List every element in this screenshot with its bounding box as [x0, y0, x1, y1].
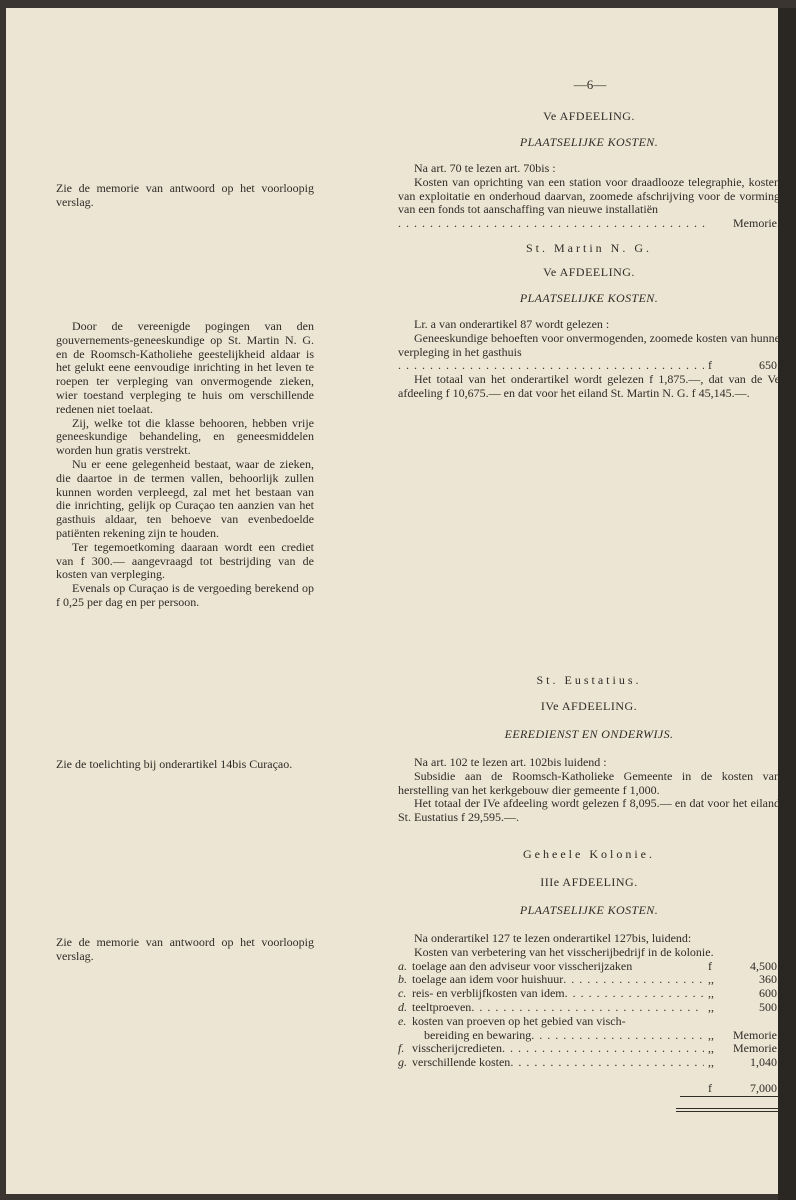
item-currency: ,,	[708, 1041, 714, 1056]
sum-rule	[680, 1096, 780, 1097]
item-letter: e.	[398, 1013, 407, 1028]
note-paragraph: Nu er eene gelegenheid bestaat, waar de zieken, die daartoe in de termen vallen, behoorlijk zullen kunnen worden verpleegd, zal met het bestaan van die inrichting, gelijk op Curaçao ten aanzien van het gasthuis aldaar, ten behoeve van evenbedoelde patiënten rekening zijn te houden.	[56, 456, 314, 540]
note-text: Zie de memorie van antwoord op het voorloopig verslag.	[56, 181, 314, 209]
section4-afdeeling: IIIe AFDEELING.	[540, 875, 638, 889]
leader-dots	[563, 973, 704, 987]
section2-subtitle: PLAATSELIJKE KOSTEN.	[519, 291, 659, 305]
note-paragraph: Evenals op Curaçao is de vergoeding berekend op f 0,25 per dag en per persoon.	[56, 581, 314, 609]
section2-amount-row	[398, 359, 780, 373]
section4-intro: Na onderartikel 127 te lezen onderartikel 127bis, luidend:	[414, 931, 692, 945]
item-currency: ,,	[708, 972, 714, 987]
total-rule-1	[676, 1108, 780, 1109]
section2-island: St. Martin N. G.	[526, 241, 652, 255]
page-edge	[778, 8, 796, 1200]
left-note-4	[56, 936, 314, 964]
item-label: bereiding en bewaring	[424, 1027, 532, 1042]
item-row	[398, 1042, 780, 1056]
section3-body	[398, 756, 780, 825]
section1-intro: Na art. 70 te lezen art. 70bis :	[414, 161, 556, 175]
section4-body	[398, 932, 780, 1096]
item-amount: 1,040.	[750, 1055, 780, 1070]
item-currency: f	[708, 958, 712, 973]
item-letter: b.	[398, 972, 407, 987]
leader-dots	[471, 1001, 704, 1015]
section1-amount-row	[398, 217, 780, 231]
leader-dots	[398, 359, 704, 373]
item-label: visscherijcredieten	[412, 1041, 502, 1056]
section2-intro: Lr. a van onderartikel 87 wordt gelezen :	[414, 317, 610, 331]
section2-body	[398, 318, 780, 401]
section4-subtitle: PLAATSELIJKE KOSTEN.	[519, 903, 659, 917]
left-note-3	[56, 758, 308, 772]
section3-afdeeling: IVe AFDEELING.	[540, 699, 638, 713]
section3-island: St. Eustatius.	[536, 673, 642, 687]
item-amount: Memorie.	[733, 1027, 780, 1042]
item-row	[398, 1056, 780, 1070]
section3-subtitle: EEREDIENST EN ONDERWIJS.	[504, 727, 674, 741]
item-amount: 360.	[759, 972, 780, 987]
item-amount: 500.	[759, 999, 780, 1014]
section2-amount: 650.	[759, 358, 780, 373]
item-amount: Memorie.	[733, 1041, 780, 1056]
section4-island: Geheele Kolonie.	[523, 847, 655, 861]
leader-dots	[531, 1029, 704, 1043]
leader-dots	[565, 987, 704, 1001]
note-paragraph: Ter tegemoetkoming daaraan wordt een crediet van f 300.— aangevraagd tot bestrijding van de kosten van verpleging.	[56, 539, 314, 582]
section3-text: Subsidie aan de Roomsch-Katholieke Gemeente in de kosten van herstelling van het kerkgebouw dier gemeente f 1,000.	[398, 768, 780, 797]
page-number: —6—	[573, 77, 607, 92]
section2-total: Het totaal van het onderartikel wordt gelezen f 1,875.—, dat van de Ve afdeeling f 10,675.— en dat voor het eiland St. Martin N. G. f 45,145.—.	[398, 372, 780, 400]
section2-currency: f	[708, 358, 712, 373]
item-row	[398, 1029, 780, 1043]
item-label: kosten van proeven op het gebied van visch-	[412, 1013, 626, 1028]
section4-total-amount: 7,000.	[750, 1080, 780, 1095]
leader-dots	[502, 1042, 704, 1056]
leader-dots	[510, 1056, 704, 1070]
section3-intro: Na art. 102 te lezen art. 102bis luidend :	[414, 755, 607, 769]
section4-total-row	[398, 1082, 780, 1096]
item-letter: c.	[398, 986, 407, 1001]
item-row	[398, 987, 780, 1001]
section1-text-content: Kosten van oprichting van een station voor draadlooze telegraphie, kosten van exploitatie en onderhoud daarvan, zoomede afschrijving voor de vorming van een fonds tot aanschaffing van nieuwe installatiën	[398, 174, 780, 217]
section1-text	[398, 176, 780, 217]
item-amount: 4,500.	[750, 958, 780, 973]
item-label: verschillende kosten	[412, 1055, 511, 1070]
section1-body	[398, 162, 780, 231]
item-currency: ,,	[708, 999, 714, 1014]
left-note-1	[56, 182, 314, 210]
item-currency: ,,	[708, 1055, 714, 1070]
leader-dots	[398, 217, 710, 231]
section2-text: Geneeskundige behoeften voor onvermogenden, zoomede kosten van hunne verpleging in het gasthuis	[398, 330, 780, 359]
section1-afdeeling: Ve AFDEELING.	[543, 109, 635, 123]
note-text: Zie de memorie van antwoord op het voorloopig verslag.	[56, 935, 314, 963]
section4-items	[398, 960, 780, 1070]
item-row	[398, 1001, 780, 1015]
section4-text: Kosten van verbetering van het visscherijbedrijf in de kolonie.	[414, 944, 714, 959]
section4-total-currency: f	[708, 1080, 712, 1095]
section2-afdeeling: Ve AFDEELING.	[543, 265, 635, 279]
total-rule-2	[676, 1111, 780, 1112]
note-text: Zie de toelichting bij onderartikel 14bis Curaçao.	[56, 757, 293, 771]
item-letter: a.	[398, 958, 407, 973]
section1-subtitle: PLAATSELIJKE KOSTEN.	[519, 135, 659, 149]
item-currency: ,,	[708, 1027, 714, 1042]
item-amount: 600.	[759, 986, 780, 1001]
section1-amount: Memorie.	[733, 216, 780, 231]
item-row	[398, 960, 780, 974]
item-letter: f.	[398, 1041, 405, 1056]
item-label: reis- en verblijfkosten van idem	[412, 986, 565, 1001]
left-note-2	[56, 320, 314, 610]
note-paragraph: Zij, welke tot die klasse behooren, hebben vrije geneeskundige behandeling, en geneesmiddelen worden hun gratis verstrekt.	[56, 415, 314, 458]
item-row	[398, 1015, 780, 1029]
item-currency: ,,	[708, 986, 714, 1001]
item-label: teeltproeven	[412, 999, 472, 1014]
item-letter: g.	[398, 1055, 407, 1070]
note-paragraph: Door de vereenigde pogingen van den gouvernements-geneeskundige op St. Martin N. G. en de Roomsch-Katholiehe geestelijkheid aldaar is het gelukt eene eenvoudige inrichting in het leven te roepen ter verpleging van onvermogende zieken, wier toestand verpleging te huis om verschillende redenen niet toelaat.	[56, 319, 314, 416]
section3-total: Het totaal der IVe afdeeling wordt gelezen f 8,095.— en dat voor het eiland St. Eustatius f 29,595.—.	[398, 796, 780, 825]
item-label: toelage aan idem voor huishuur	[412, 972, 564, 987]
item-letter: d.	[398, 999, 407, 1014]
item-row	[398, 973, 780, 987]
item-label: toelage aan den adviseur voor visscherijzaken	[412, 958, 633, 973]
